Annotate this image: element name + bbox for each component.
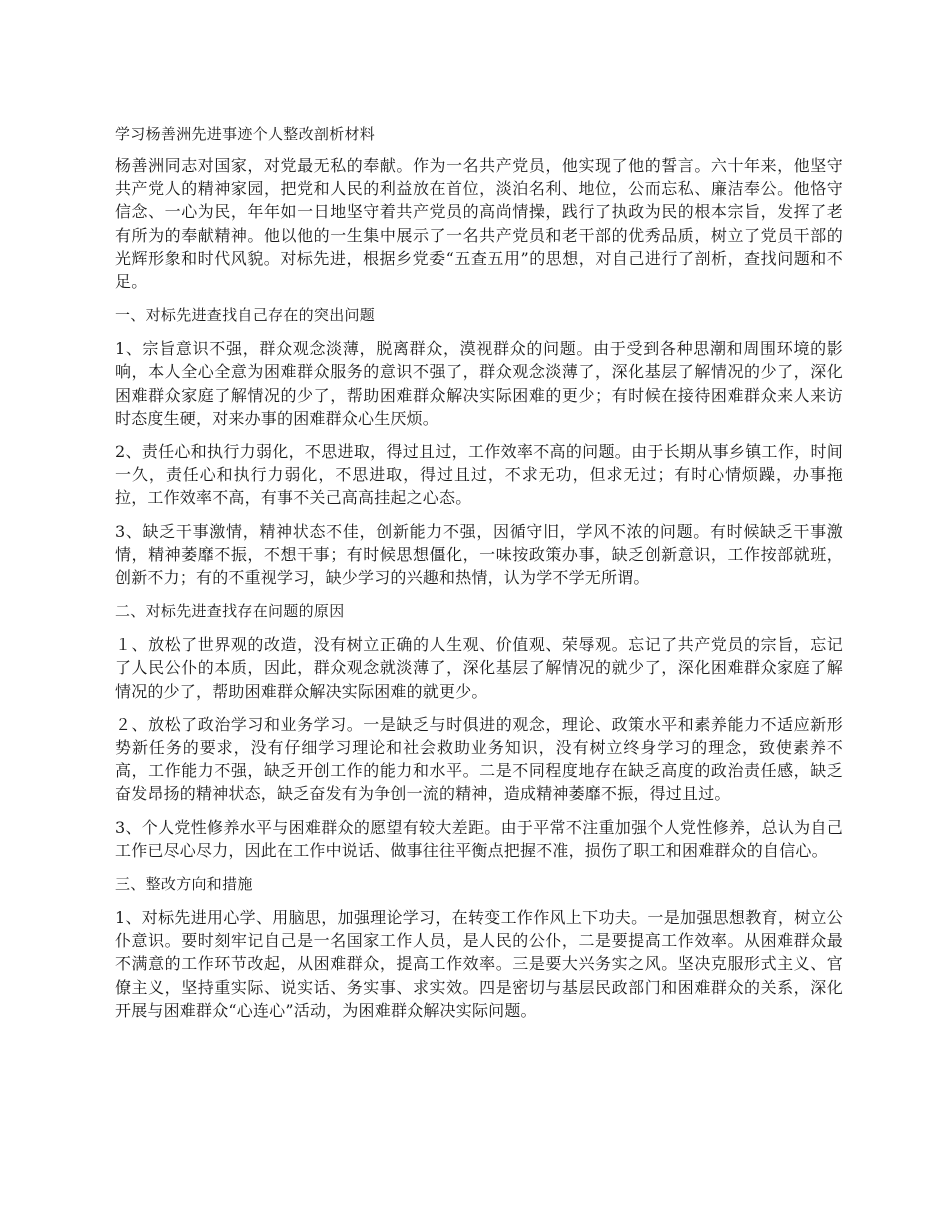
- document-page: [115, 122, 843, 1032]
- section-heading-1: 一、对标先进查找自己存在的突出问题: [115, 306, 376, 325]
- document-title: 学习杨善洲先进事迹个人整改剖析材料: [115, 125, 376, 143]
- section2-item-1: １、放松了世界观的改造，没有树立正确的人生观、价值观、荣辱观。忘记了共产党员的宗旨，忘记了人民公仆的本质，因此，群众观念就淡薄了，深化基层了解情况的就少了，深化困难群众家庭了解情况的少了，帮助困难群众解决实际困难的就更少。: [115, 635, 843, 701]
- section-heading-2: 二、对标先进查找存在问题的原因: [115, 602, 345, 621]
- intro-paragraph: 杨善洲同志对国家，对党最无私的奉献。作为一名共产党员，他实现了他的誓言。六十年来，他坚守共产党人的精神家园，把党和人民的利益放在首位，淡泊名利、地位，公而忘私、廉洁奉公。他恪守信念、一心为民，年年如一日地坚守着共产党员的高尚情操，践行了执政为民的根本宗旨，发挥了老有所为的奉献精神。他以他的一生集中展示了一名共产党员和老干部的优秀品质，树立了党员干部的光辉形象和时代风貌。对标先进，根据乡党委“五查五用”的思想，对自己进行了剖析，查找问题和不足。: [115, 156, 843, 292]
- section1-item-2: 2、责任心和执行力弱化，不思进取，得过且过，工作效率不高的问题。由于长期从事乡镇工作，时间一久，责任心和执行力弱化，不思进取，得过且过，不求无功，但求无过；有时心情烦躁，办事拖拉，工作效率不高，有事不关己高高挂起之心态。: [115, 442, 843, 508]
- section1-item-1: 1、宗旨意识不强，群众观念淡薄，脱离群众，漠视群众的问题。由于受到各种思潮和周围环境的影响，本人全心全意为困难群众服务的意识不强了，群众观念淡薄了，深化基层了解情况的少了，深化困难群众家庭了解情况的少了，帮助困难群众解决实际困难的更少；有时候在接待困难群众来人来访时态度生硬，对来办事的困难群众心生厌烦。: [115, 339, 843, 428]
- section2-item-3: 3、个人党性修养水平与困难群众的愿望有较大差距。由于平常不注重加强个人党性修养，总认为自己工作已尽心尽力，因此在工作中说话、做事往往平衡点把握不准，损伤了职工和困难群众的自信心。: [115, 817, 843, 860]
- section2-item-2: ２、放松了政治学习和业务学习。一是缺乏与时俱进的观念，理论、政策水平和素养能力不适应新形势新任务的要求，没有仔细学习理论和社会救助业务知识，没有树立终身学习的理念，致使素养不高，工作能力不强，缺乏开创工作的能力和水平。二是不同程度地存在缺乏高度的政治责任感，缺乏奋发昂扬的精神状态，缺乏奋发有为争创一流的精神，造成精神萎靡不振，得过且过。: [115, 714, 843, 804]
- section-heading-3: 三、整改方向和措施: [115, 875, 253, 894]
- section1-item-3: 3、缺乏干事激情，精神状态不佳，创新能力不强，因循守旧，学风不浓的问题。有时候缺乏干事激情，精神萎靡不振，不想干事；有时候思想僵化，一味按政策办事，缺乏创新意识，工作按部就班，创新不力；有的不重视学习，缺少学习的兴趣和热情，认为学不学无所谓。: [115, 521, 843, 588]
- section3-item-1: 1、对标先进用心学、用脑思，加强理论学习，在转变工作作风上下功夫。一是加强思想教育，树立公仆意识。要时刻牢记自己是一名国家工作人员，是人民的公仆，二是要提高工作效率。从困难群众最不满意的工作环节改起，从困难群众，提高工作效率。三是要大兴务实之风。坚决克服形式主义、官僚主义，坚持重实际、说实话、务实事、求实效。四是密切与基层民政部门和困难群众的关系，深化开展与困难群众“心连心”活动，为困难群众解决实际问题。: [115, 908, 843, 1020]
